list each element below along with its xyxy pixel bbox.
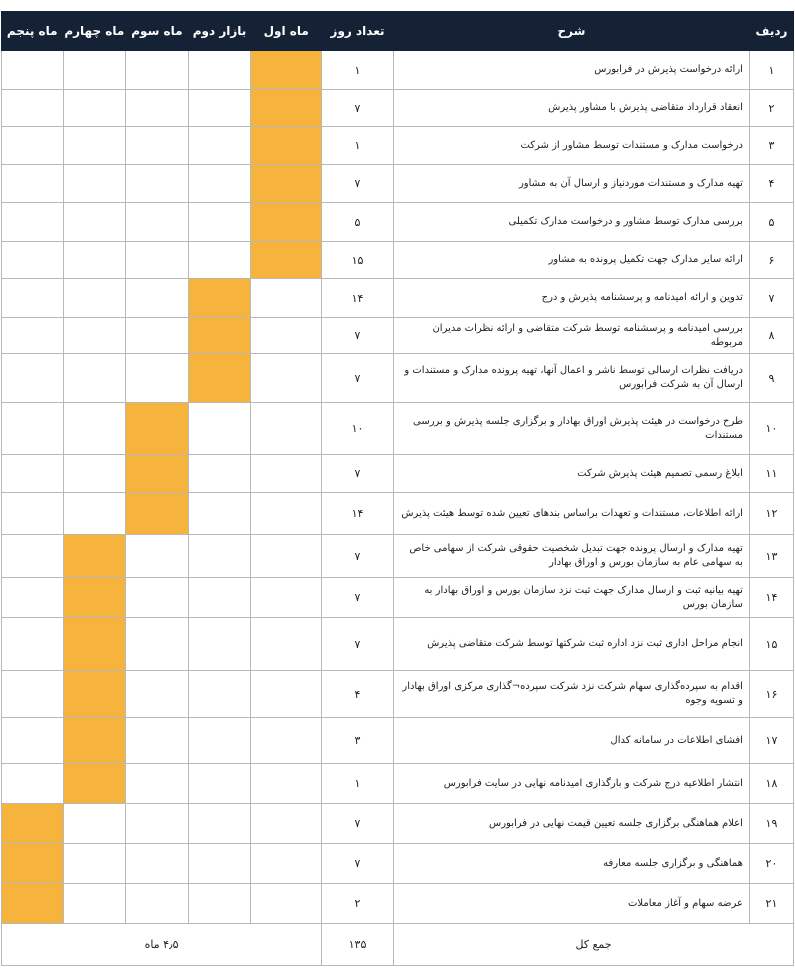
row-number-cell: ۲۰ (749, 844, 793, 884)
description-cell: ابلاغ رسمی تصمیم هیئت پذیرش شرکت (393, 455, 749, 493)
empty-month-cell (251, 804, 322, 844)
description-cell: تدوین و ارائه امیدنامه و پرسشنامه پذیرش و درج (393, 279, 749, 318)
description-cell: دریافت نظرات ارسالی توسط ناشر و اعمال آنها، تهیه پرونده مدارک و مستندات و ارسال آن به شرکت فرابورس (393, 354, 749, 403)
row-number-cell: ۲ (749, 90, 793, 127)
description-cell: بررسی مدارک توسط مشاور و درخواست مدارک تکمیلی (393, 203, 749, 242)
description-cell: ارائه اطلاعات، مستندات و تعهدات براساس بندهای تعیین شده توسط هیئت پذیرش (393, 493, 749, 535)
empty-month-cell (126, 165, 189, 203)
empty-month-cell (251, 578, 322, 618)
table-row (2, 242, 794, 279)
gantt-bar-month-4 (63, 618, 126, 671)
table-row (2, 764, 794, 804)
empty-month-cell (63, 844, 126, 884)
empty-month-cell (63, 90, 126, 127)
empty-month-cell (2, 279, 64, 318)
table-row (2, 718, 794, 764)
empty-month-cell (188, 884, 251, 924)
empty-month-cell (63, 203, 126, 242)
empty-month-cell (251, 764, 322, 804)
empty-month-cell (188, 165, 251, 203)
description-cell: انتشار اطلاعیه درج شرکت و بارگذاری امیدنامه نهایی در سایت فرابورس (393, 764, 749, 804)
empty-month-cell (126, 279, 189, 318)
empty-month-cell (126, 884, 189, 924)
empty-month-cell (126, 318, 189, 354)
gantt-bar-month-3 (126, 455, 189, 493)
days-cell: ۷ (322, 318, 394, 354)
table-row (2, 455, 794, 493)
gantt-bar-month-5 (2, 804, 64, 844)
header-month-1: ماه اول (251, 12, 322, 51)
total-row (2, 924, 794, 966)
total-duration: ۴٫۵ ماه (2, 924, 322, 966)
gantt-bar-month-5 (2, 884, 64, 924)
empty-month-cell (251, 671, 322, 718)
empty-month-cell (188, 718, 251, 764)
gantt-bar-month-1 (251, 127, 322, 165)
empty-month-cell (188, 578, 251, 618)
empty-month-cell (251, 318, 322, 354)
empty-month-cell (63, 455, 126, 493)
days-cell: ۷ (322, 354, 394, 403)
row-number-cell: ۱۷ (749, 718, 793, 764)
days-cell: ۷ (322, 455, 394, 493)
empty-month-cell (188, 203, 251, 242)
table-row (2, 804, 794, 844)
gantt-bar-month-4 (63, 578, 126, 618)
empty-month-cell (2, 403, 64, 455)
days-cell: ۷ (322, 804, 394, 844)
description-cell: عرضه سهام و آغاز معاملات (393, 884, 749, 924)
schedule-table (1, 11, 794, 966)
empty-month-cell (126, 242, 189, 279)
days-cell: ۴ (322, 671, 394, 718)
empty-month-cell (188, 844, 251, 884)
days-cell: ۱ (322, 764, 394, 804)
empty-month-cell (251, 618, 322, 671)
empty-month-cell (63, 242, 126, 279)
total-days: ۱۳۵ (322, 924, 394, 966)
row-number-cell: ۴ (749, 165, 793, 203)
table-row (2, 671, 794, 718)
row-number-cell: ۱۸ (749, 764, 793, 804)
row-number-cell: ۱۵ (749, 618, 793, 671)
gantt-bar-month-1 (251, 242, 322, 279)
description-cell: ارائه درخواست پذیرش در فرابورس (393, 51, 749, 90)
empty-month-cell (2, 455, 64, 493)
table-row (2, 844, 794, 884)
row-number-cell: ۱۴ (749, 578, 793, 618)
description-cell: اعلام هماهنگی برگزاری جلسه تعیین قیمت نهایی در فرابورس (393, 804, 749, 844)
empty-month-cell (2, 90, 64, 127)
row-number-cell: ۶ (749, 242, 793, 279)
empty-month-cell (2, 203, 64, 242)
empty-month-cell (2, 165, 64, 203)
gantt-bar-month-4 (63, 671, 126, 718)
days-cell: ۷ (322, 535, 394, 578)
empty-month-cell (63, 318, 126, 354)
empty-month-cell (2, 354, 64, 403)
row-number-cell: ۱۶ (749, 671, 793, 718)
gantt-bar-month-3 (126, 403, 189, 455)
gantt-bar-month-2 (188, 354, 251, 403)
empty-month-cell (126, 764, 189, 804)
row-number-cell: ۱۳ (749, 535, 793, 578)
description-cell: تهیه مدارک و ارسال پرونده جهت تبدیل شخصیت حقوقی شرکت از سهامی خاص به سهامی عام به سازمان بورس و اوراق بهادار (393, 535, 749, 578)
table-row (2, 127, 794, 165)
empty-month-cell (2, 618, 64, 671)
row-number-cell: ۸ (749, 318, 793, 354)
days-cell: ۷ (322, 165, 394, 203)
row-number-cell: ۱۰ (749, 403, 793, 455)
empty-month-cell (2, 764, 64, 804)
empty-month-cell (188, 618, 251, 671)
row-number-cell: ۱۱ (749, 455, 793, 493)
table-row (2, 90, 794, 127)
empty-month-cell (2, 671, 64, 718)
empty-month-cell (126, 671, 189, 718)
empty-month-cell (126, 90, 189, 127)
empty-month-cell (126, 127, 189, 165)
empty-month-cell (188, 804, 251, 844)
days-cell: ۱ (322, 127, 394, 165)
empty-month-cell (251, 279, 322, 318)
empty-month-cell (63, 403, 126, 455)
empty-month-cell (188, 493, 251, 535)
gantt-bar-month-3 (126, 493, 189, 535)
table-row (2, 403, 794, 455)
empty-month-cell (2, 578, 64, 618)
empty-month-cell (63, 279, 126, 318)
row-number-cell: ۱ (749, 51, 793, 90)
description-cell: تهیه مدارک و مستندات موردنیاز و ارسال آن به مشاور (393, 165, 749, 203)
empty-month-cell (2, 242, 64, 279)
empty-month-cell (126, 844, 189, 884)
empty-month-cell (126, 718, 189, 764)
empty-month-cell (126, 354, 189, 403)
table-row (2, 318, 794, 354)
row-number-cell: ۷ (749, 279, 793, 318)
description-cell: افشای اطلاعات در سامانه کدال (393, 718, 749, 764)
header-description: شرح (393, 12, 749, 51)
gantt-bar-month-2 (188, 279, 251, 318)
gantt-bar-month-1 (251, 51, 322, 90)
empty-month-cell (2, 318, 64, 354)
empty-month-cell (63, 884, 126, 924)
table-row (2, 884, 794, 924)
days-cell: ۱۴ (322, 493, 394, 535)
empty-month-cell (63, 804, 126, 844)
gantt-bar-month-4 (63, 535, 126, 578)
description-cell: طرح درخواست در هیئت پذیرش اوراق بهادار و برگزاری جلسه پذیرش و بررسی مستندات (393, 403, 749, 455)
empty-month-cell (2, 535, 64, 578)
gantt-bar-month-5 (2, 844, 64, 884)
days-cell: ۷ (322, 578, 394, 618)
empty-month-cell (251, 493, 322, 535)
empty-month-cell (251, 403, 322, 455)
empty-month-cell (188, 90, 251, 127)
description-cell: ارائه سایر مدارک جهت تکمیل پرونده به مشاور (393, 242, 749, 279)
days-cell: ۱ (322, 51, 394, 90)
description-cell: انعقاد قرارداد متقاضی پذیرش با مشاور پذیرش (393, 90, 749, 127)
gantt-bar-month-1 (251, 90, 322, 127)
empty-month-cell (2, 718, 64, 764)
empty-month-cell (2, 493, 64, 535)
table-row (2, 203, 794, 242)
gantt-bar-month-2 (188, 318, 251, 354)
days-cell: ۳ (322, 718, 394, 764)
empty-month-cell (126, 804, 189, 844)
empty-month-cell (251, 844, 322, 884)
empty-month-cell (251, 535, 322, 578)
empty-month-cell (188, 764, 251, 804)
empty-month-cell (126, 203, 189, 242)
table-row (2, 493, 794, 535)
description-cell: انجام مراحل اداری ثبت نزد اداره ثبت شرکتها توسط شرکت متقاضی پذیرش (393, 618, 749, 671)
header-days: تعداد روز (322, 12, 394, 51)
empty-month-cell (63, 127, 126, 165)
header-month-5: ماه پنجم (2, 12, 64, 51)
description-cell: تهیه بیانیه ثبت و ارسال مدارک جهت ثبت نزد سازمان بورس و اوراق بهادار به سازمان بورس (393, 578, 749, 618)
table-row (2, 279, 794, 318)
table-row (2, 535, 794, 578)
row-number-cell: ۱۲ (749, 493, 793, 535)
empty-month-cell (188, 127, 251, 165)
empty-month-cell (2, 127, 64, 165)
empty-month-cell (188, 242, 251, 279)
table-row (2, 354, 794, 403)
empty-month-cell (63, 354, 126, 403)
empty-month-cell (126, 535, 189, 578)
header-month-3: ماه سوم (126, 12, 189, 51)
empty-month-cell (188, 535, 251, 578)
table-row (2, 578, 794, 618)
table-row (2, 51, 794, 90)
total-label: جمع کل (393, 924, 793, 966)
description-cell: بررسی امیدنامه و پرسشنامه توسط شرکت متقاضی و ارائه نظرات مدیران مربوطه (393, 318, 749, 354)
row-number-cell: ۳ (749, 127, 793, 165)
header-row (2, 12, 794, 51)
empty-month-cell (188, 403, 251, 455)
days-cell: ۷ (322, 90, 394, 127)
days-cell: ۷ (322, 618, 394, 671)
gantt-bar-month-1 (251, 203, 322, 242)
empty-month-cell (126, 618, 189, 671)
empty-month-cell (188, 671, 251, 718)
gantt-bar-month-4 (63, 764, 126, 804)
header-month-4: ماه چهارم (63, 12, 126, 51)
row-number-cell: ۵ (749, 203, 793, 242)
empty-month-cell (251, 884, 322, 924)
row-number-cell: ۱۹ (749, 804, 793, 844)
gantt-bar-month-4 (63, 718, 126, 764)
empty-month-cell (63, 51, 126, 90)
empty-month-cell (126, 578, 189, 618)
days-cell: ۱۵ (322, 242, 394, 279)
table-row (2, 618, 794, 671)
header-month-2: بازار دوم (188, 12, 251, 51)
days-cell: ۱۰ (322, 403, 394, 455)
empty-month-cell (251, 718, 322, 764)
header-row-number: ردیف (749, 12, 793, 51)
row-number-cell: ۹ (749, 354, 793, 403)
row-number-cell: ۲۱ (749, 884, 793, 924)
days-cell: ۱۴ (322, 279, 394, 318)
empty-month-cell (188, 455, 251, 493)
description-cell: هماهنگی و برگزاری جلسه معارفه (393, 844, 749, 884)
empty-month-cell (188, 51, 251, 90)
empty-month-cell (126, 51, 189, 90)
empty-month-cell (2, 51, 64, 90)
days-cell: ۷ (322, 844, 394, 884)
empty-month-cell (63, 165, 126, 203)
days-cell: ۵ (322, 203, 394, 242)
description-cell: درخواست مدارک و مستندات توسط مشاور از شرکت (393, 127, 749, 165)
days-cell: ۲ (322, 884, 394, 924)
gantt-bar-month-1 (251, 165, 322, 203)
empty-month-cell (251, 455, 322, 493)
description-cell: اقدام به سپرده‌گذاری سهام شرکت نزد شرکت سپرده¬گذاری مرکزی اوراق بهادار و تسویه وجوه (393, 671, 749, 718)
empty-month-cell (251, 354, 322, 403)
table-row (2, 165, 794, 203)
empty-month-cell (63, 493, 126, 535)
